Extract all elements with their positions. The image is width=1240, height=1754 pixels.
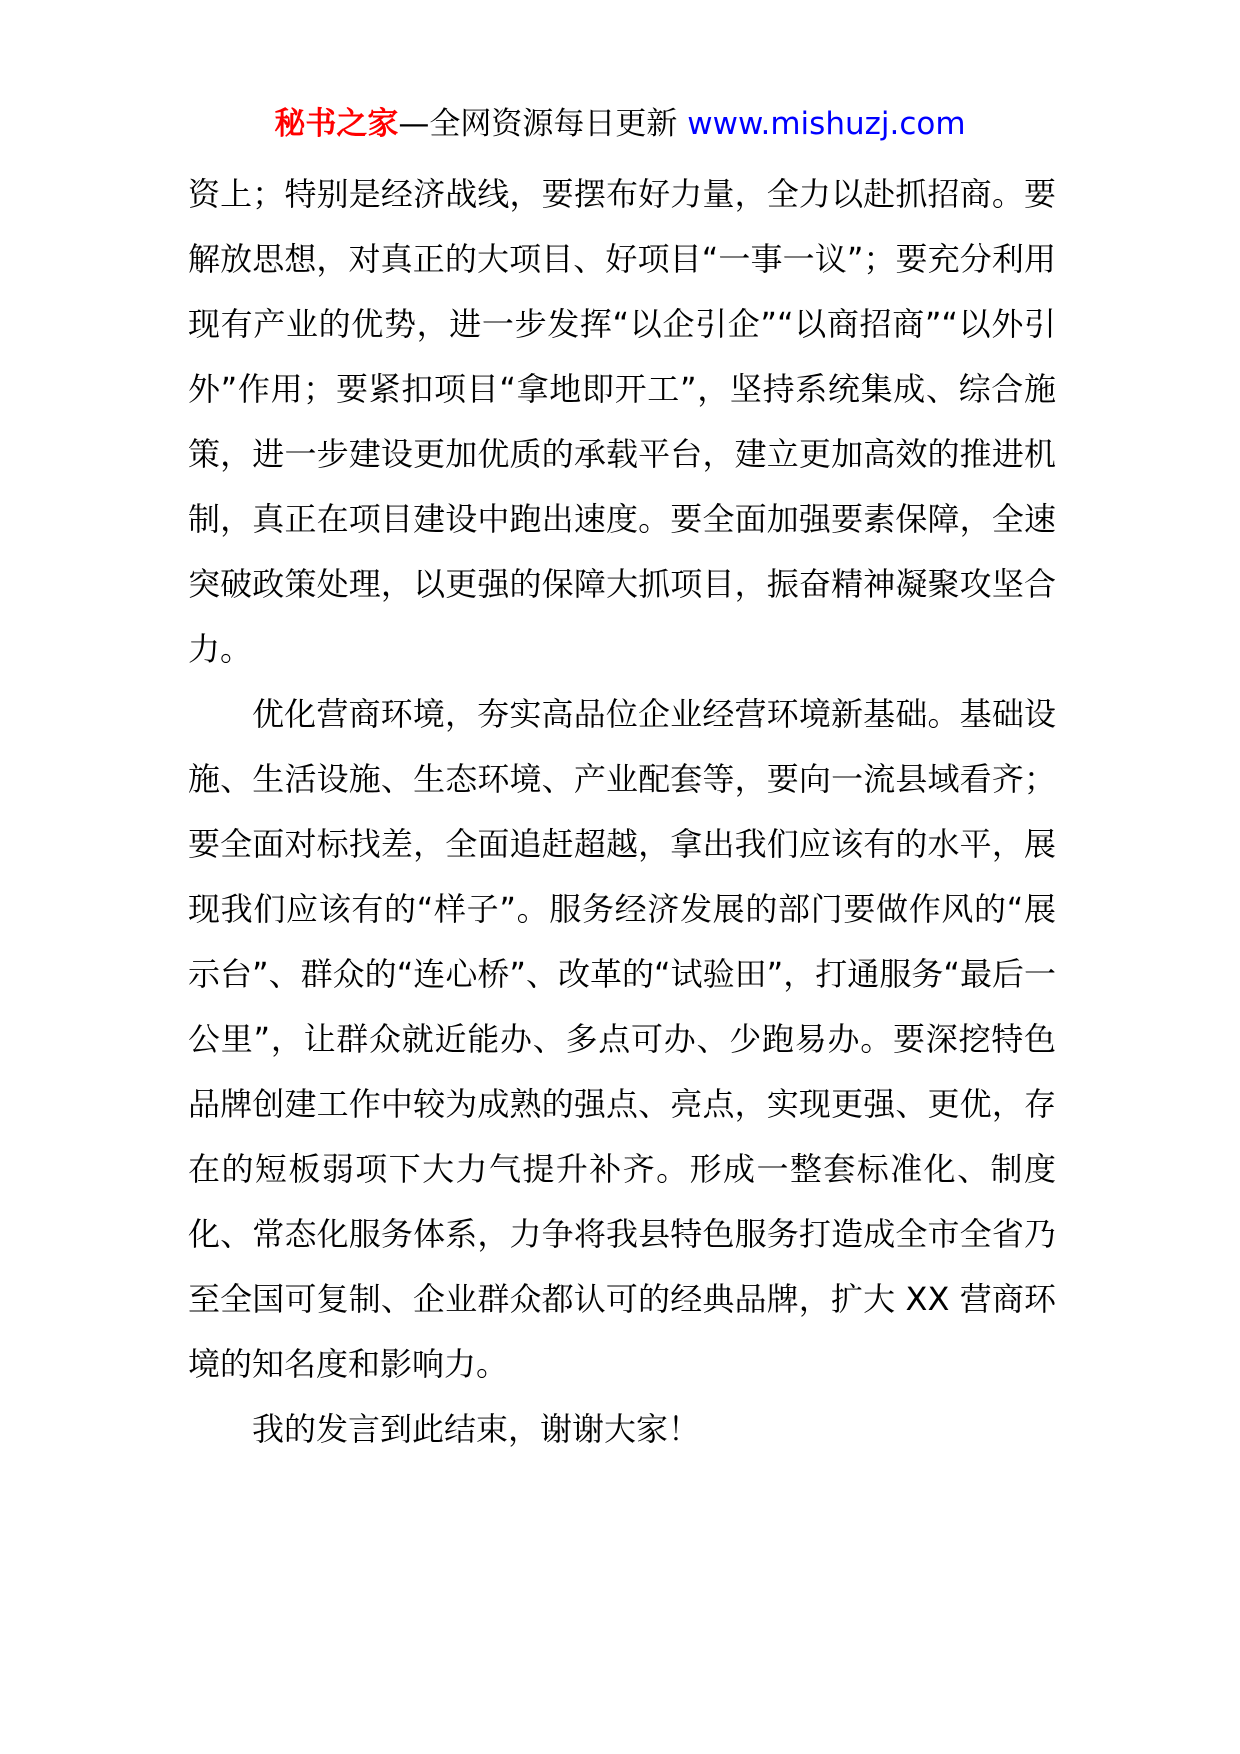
site-header — [0, 100, 1240, 148]
brand-name: 秘书之家 — [274, 106, 399, 142]
header-tagline: —全网资源每日更新 — [398, 106, 678, 142]
paragraph-continuation: 资上；特别是经济战线，要摆布好力量，全力以赴抓招商。要解放思想，对真正的大项目、好项目“一事一议”；要充分利用现有产业的优势，进一步发挥“以企引企”“以商招商”“以外引外”作用；要紧扣项目“拿地即开工”，坚持系统集成、综合施策，进一步建设更加优质的承载平台，建立更加高效的推进机制，真正在项目建设中跑出速度。要全面加强要素保障，全速突破政策处理，以更强的保障大抓项目，振奋精神凝聚攻坚合力。 — [188, 175, 1056, 668]
site-url-link[interactable]: www.mishuzj.com — [687, 106, 966, 142]
document-body — [188, 162, 1056, 1462]
paragraph-business-environment: 优化营商环境，夯实高品位企业经营环境新基础。基础设施、生活设施、生态环境、产业配套等，要向一流县域看齐；要全面对标找差，全面追赶超越，拿出我们应该有的水平，展现我们应该有的“样子”。服务经济发展的部门要做作风的“展示台”、群众的“连心桥”、改革的“试验田”，打通服务“最后一公里”，让群众就近能办、多点可办、少跑易办。要深挖特色品牌创建工作中较为成熟的强点、亮点，实现更强、更优，存在的短板弱项下大力气提升补齐。形成一整套标准化、制度化、常态化服务体系，力争将我县特色服务打造成全市全省乃至全国可复制、企业群众都认可的经典品牌，扩大 XX 营商环境的知名度和影响力。 — [188, 695, 1056, 1383]
paragraph-closing: 我的发言到此结束，谢谢大家！ — [252, 1410, 701, 1448]
